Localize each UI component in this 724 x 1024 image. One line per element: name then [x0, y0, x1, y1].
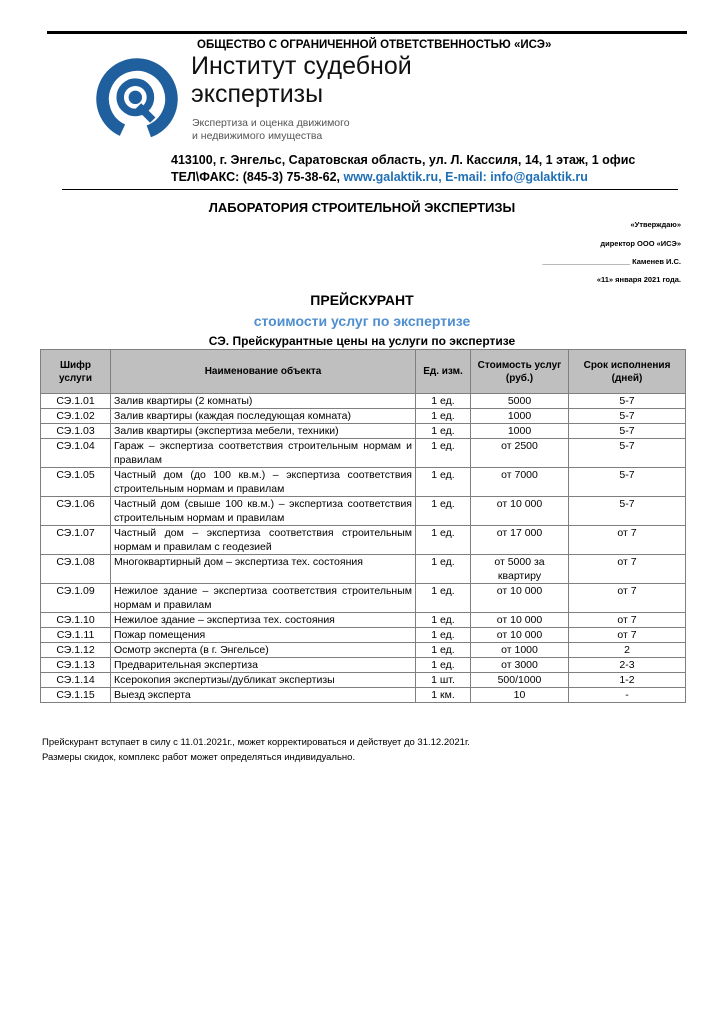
- cell-cost: 5000: [471, 394, 569, 409]
- table-row: [41, 643, 686, 658]
- cell-name: Нежилое здание – экспертиза тех. состояния: [111, 613, 416, 628]
- cell-name: Пожар помещения: [111, 628, 416, 643]
- cell-name: Гараж – экспертиза соответствия строительным нормам и правилам: [111, 439, 416, 468]
- org-name: ОБЩЕСТВО С ОГРАНИЧЕННОЙ ОТВЕТСТВЕННОСТЬЮ «ИСЭ»: [197, 39, 552, 51]
- cell-term: -: [569, 688, 686, 703]
- table-row: [41, 409, 686, 424]
- top-rule: [47, 31, 687, 34]
- cell-cost: 10: [471, 688, 569, 703]
- cell-term: 5-7: [569, 468, 686, 497]
- cell-cost: от 10 000: [471, 584, 569, 613]
- address: 413100, г. Энгельс, Саратовская область, ул. Л. Кассиля, 14, 1 этаж, 1 офис: [171, 153, 636, 167]
- cell-name: Предварительная экспертиза: [111, 658, 416, 673]
- header-divider: [62, 189, 678, 190]
- approval-date: «11» января 2021 года.: [596, 275, 681, 284]
- website-link[interactable]: www.galaktik.ru: [343, 170, 439, 184]
- cell-code: СЭ.1.06: [41, 497, 111, 526]
- cell-unit: 1 ед.: [416, 424, 471, 439]
- cell-cost: от 17 000: [471, 526, 569, 555]
- header-term: Срок исполнения (дней): [569, 350, 686, 394]
- cell-cost: от 7000: [471, 468, 569, 497]
- notes: [42, 735, 470, 765]
- table-row: [41, 555, 686, 584]
- cell-code: СЭ.1.10: [41, 613, 111, 628]
- cell-code: СЭ.1.04: [41, 439, 111, 468]
- email-link[interactable]: info@galaktik.ru: [490, 170, 588, 184]
- cell-name: Осмотр эксперта (в г. Энгельсе): [111, 643, 416, 658]
- table-row: [41, 424, 686, 439]
- institute-line-1: Институт судебной: [191, 52, 412, 80]
- phone-line: [171, 169, 635, 186]
- cell-code: СЭ.1.05: [41, 468, 111, 497]
- header-code: Шифр услуги: [41, 350, 111, 394]
- table-row: [41, 526, 686, 555]
- cell-term: от 7: [569, 526, 686, 555]
- table-row: [41, 613, 686, 628]
- cell-unit: 1 ед.: [416, 658, 471, 673]
- cell-cost: 1000: [471, 424, 569, 439]
- institute-line-2: экспертизы: [191, 80, 324, 108]
- header-cost: Стоимость услуг (руб.): [471, 350, 569, 394]
- cell-unit: 1 ед.: [416, 526, 471, 555]
- cell-unit: 1 км.: [416, 688, 471, 703]
- cell-code: СЭ.1.09: [41, 584, 111, 613]
- note-line-2: Размеры скидок, комплекс работ может определяться индивидуально.: [42, 752, 356, 763]
- table-row: [41, 439, 686, 468]
- cell-code: СЭ.1.13: [41, 658, 111, 673]
- cell-cost: от 3000: [471, 658, 569, 673]
- email-label: , E-mail:: [438, 170, 491, 184]
- note-line-1: Прейскурант вступает в силу с 11.01.2021г., может корректироваться и действует до 31.12.2021г.: [42, 737, 470, 748]
- cell-unit: 1 ед.: [416, 555, 471, 584]
- price-table: [40, 349, 686, 703]
- table-header-row: [41, 350, 686, 394]
- cell-cost: от 2500: [471, 439, 569, 468]
- cell-name: Залив квартиры (экспертиза мебели, техники): [111, 424, 416, 439]
- cell-code: СЭ.1.14: [41, 673, 111, 688]
- cell-cost: от 10 000: [471, 628, 569, 643]
- table-row: [41, 628, 686, 643]
- cell-code: СЭ.1.02: [41, 409, 111, 424]
- subtitle-line-1: Экспертиза и оценка движимого: [192, 117, 350, 129]
- phone-fax: ТЕЛ\ФАКС: (845-3) 75-38-62,: [171, 170, 344, 184]
- subtitle-line-2: и недвижимого имущества: [192, 130, 323, 142]
- cell-cost: 1000: [471, 409, 569, 424]
- cell-term: 5-7: [569, 439, 686, 468]
- pricelist-caption: СЭ. Прейскурантные цены на услуги по экспертизе: [208, 334, 516, 348]
- cell-name: Многоквартирный дом – экспертиза тех. состояния: [111, 555, 416, 584]
- pricelist-title: ПРЕЙСКУРАНТ: [310, 292, 414, 308]
- cell-name: Частный дом (свыше 100 кв.м.) – экспертиза соответствия строительным нормам и правилам: [111, 497, 416, 526]
- header-name: Наименование объекта: [111, 350, 416, 394]
- table-row: [41, 497, 686, 526]
- table-row: [41, 688, 686, 703]
- cell-code: СЭ.1.08: [41, 555, 111, 584]
- cell-term: 1-2: [569, 673, 686, 688]
- approval-signature: _____________________ Каменев И.С.: [542, 257, 681, 266]
- contact-block: [171, 152, 635, 186]
- table-row: [41, 584, 686, 613]
- cell-code: СЭ.1.03: [41, 424, 111, 439]
- cell-unit: 1 ед.: [416, 613, 471, 628]
- cell-name: Нежилое здание – экспертиза соответствия строительным нормам и правилам: [111, 584, 416, 613]
- cell-cost: 500/1000: [471, 673, 569, 688]
- lab-title: ЛАБОРАТОРИЯ СТРОИТЕЛЬНОЙ ЭКСПЕРТИЗЫ: [208, 200, 516, 215]
- table-row: [41, 394, 686, 409]
- approval-line-1: «Утверждаю»: [630, 220, 681, 229]
- cell-unit: 1 ед.: [416, 497, 471, 526]
- cell-term: от 7: [569, 584, 686, 613]
- cell-name: Выезд эксперта: [111, 688, 416, 703]
- cell-term: от 7: [569, 628, 686, 643]
- cell-term: 5-7: [569, 424, 686, 439]
- cell-code: СЭ.1.11: [41, 628, 111, 643]
- cell-name: Залив квартиры (2 комнаты): [111, 394, 416, 409]
- cell-code: СЭ.1.01: [41, 394, 111, 409]
- institute-name: [191, 52, 412, 108]
- table-row: [41, 673, 686, 688]
- table-row: [41, 468, 686, 497]
- price-table-body: [41, 394, 686, 703]
- cell-unit: 1 ед.: [416, 439, 471, 468]
- ise-logo-icon: [95, 57, 179, 141]
- cell-unit: 1 ед.: [416, 628, 471, 643]
- cell-term: от 7: [569, 613, 686, 628]
- cell-name: Залив квартиры (каждая последующая комната): [111, 409, 416, 424]
- cell-term: 2: [569, 643, 686, 658]
- cell-code: СЭ.1.07: [41, 526, 111, 555]
- cell-term: 5-7: [569, 497, 686, 526]
- cell-unit: 1 ед.: [416, 409, 471, 424]
- cell-code: СЭ.1.15: [41, 688, 111, 703]
- cell-cost: от 10 000: [471, 613, 569, 628]
- approval-line-2: директор ООО «ИСЭ»: [600, 239, 681, 248]
- cell-term: 5-7: [569, 394, 686, 409]
- cell-name: Частный дом – экспертиза соответствия строительным нормам и правилам с геодезией: [111, 526, 416, 555]
- cell-term: от 7: [569, 555, 686, 584]
- cell-unit: 1 ед.: [416, 468, 471, 497]
- header-unit: Ед. изм.: [416, 350, 471, 394]
- cell-name: Частный дом (до 100 кв.м.) – экспертиза соответствия строительным нормам и правилам: [111, 468, 416, 497]
- cell-name: Ксерокопия экспертизы/дубликат экспертизы: [111, 673, 416, 688]
- cell-unit: 1 ед.: [416, 584, 471, 613]
- cell-code: СЭ.1.12: [41, 643, 111, 658]
- cell-unit: 1 ед.: [416, 394, 471, 409]
- table-row: [41, 658, 686, 673]
- cell-term: 2-3: [569, 658, 686, 673]
- institute-subtitle: [192, 117, 350, 143]
- cell-term: 5-7: [569, 409, 686, 424]
- cell-cost: от 5000 за квартиру: [471, 555, 569, 584]
- cell-unit: 1 шт.: [416, 673, 471, 688]
- cell-cost: от 10 000: [471, 497, 569, 526]
- cell-unit: 1 ед.: [416, 643, 471, 658]
- cell-cost: от 1000: [471, 643, 569, 658]
- pricelist-subtitle: стоимости услуг по экспертизе: [253, 313, 471, 329]
